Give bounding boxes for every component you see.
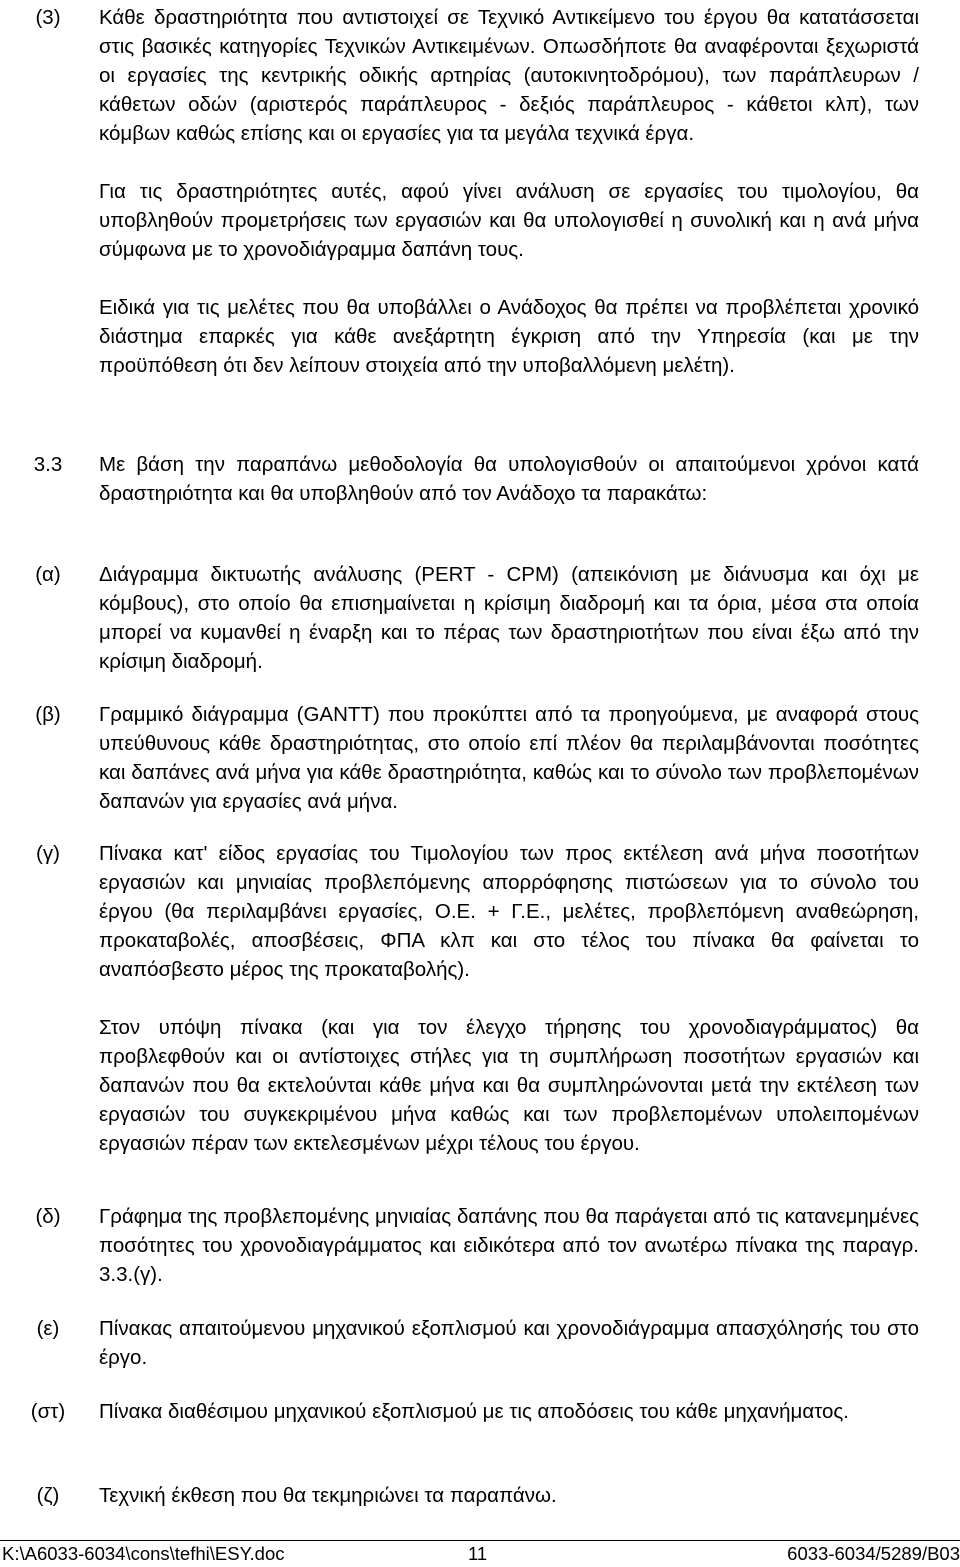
paragraph: Γραμμικό διάγραμμα (GANTT) που προκύπτει από τα προηγούμενα, με αναφορά στους υπεύθυνους κάθε δραστηριότητας, στο οποίο επί πλέον θα περιλαμβάνονται ποσότητες και δαπάνες ανά μήνα για κάθε δραστηριότητα, καθώς και το σύνολο των προβλεπομένων δαπανών για εργασίες ανά μήνα. [99,703,919,813]
footer-file-path: K:\A6033-6034\cons\tefhi\ESY.doc [2,1543,285,1564]
item-body [99,1481,919,1510]
paragraph: Πίνακα διαθέσιμου μηχανικού εξοπλισμού με τις αποδόσεις του κάθε μηχανήματος. [99,1400,849,1423]
item-label: (δ) [35,1205,61,1228]
paragraph: Τεχνική έκθεση που θα τεκμηριώνει τα παραπάνω. [99,1484,557,1507]
item-body [99,450,919,508]
item-label: (α) [35,563,61,586]
paragraph: Ειδικά για τις μελέτες που θα υποβάλλει ο Ανάδοχος θα πρέπει να προβλέπεται χρονικό διάστημα επαρκές για κάθε ανεξάρτητη έγκριση από την Υπηρεσία (και με την προϋπόθεση ότι δεν λείπουν στοιχεία από την υποβαλλόμενη μελέτη). [99,296,919,377]
item-label: (β) [35,703,61,726]
paragraph: Διάγραμμα δικτυωτής ανάλυσης (PERT - CPM) (απεικόνιση με διάνυσμα και όχι με κόμβους), στο οποίο θα επισημαίνεται η κρίσιμη διαδρομή και τα όρια, μέσα στα οποία μπορεί να κυμανθεί η έναρξη και το πέρας των δραστηριοτήτων που είναι έξω από την κρίσιμη διαδρομή. [99,563,919,673]
item-label: (γ) [36,842,60,865]
paragraph: Κάθε δραστηριότητα που αντιστοιχεί σε Τεχνικό Αντικείμενο του έργου θα κατατάσσεται στις βασικές κατηγορίες Τεχνικών Αντικειμένων. Οπωσδήποτε θα αναφέρονται ξεχωριστά οι εργασίες της κεντρικής οδικής αρτηρίας (αυτοκινητοδρόμου), των παράπλευρων / κάθετων οδών (αριστερός παράπλευρος - δεξιός παράπλευρος - κάθετοι κλπ), των κόμβων καθώς επίσης και οι εργασίες για τα μεγάλα τεχνικά έργα. [99,6,919,145]
item-label: (στ) [30,1400,66,1423]
paragraph: Πίνακα κατ' είδος εργασίας του Τιμολογίου των προς εκτέλεση ανά μήνα ποσοτήτων εργασιών και μηνιαίας προβλεπόμενης απορρόφησης πιστώσεων για το σύνολο του έργου (θα περιλαμβάνει εργασίες, Ο.Ε. + Γ.Ε., μελέτες, προβλεπόμενη αναθεώρηση, προκαταβολές, αποσβέσεις, ΦΠΑ κλπ και στο τέλος του πίνακα θα φαίνεται το αναπόσβεστο μέρος της προκαταβολής). [99,842,919,981]
footer-reference: 6033-6034/5289/B03 [787,1543,960,1564]
item-body [99,839,919,1158]
item-label: (3) [35,6,61,29]
item-body [99,1314,919,1372]
section-number: 3.3 [33,453,63,476]
item-label: (ε) [36,1317,60,1340]
paragraph: Με βάση την παραπάνω μεθοδολογία θα υπολογισθούν οι απαιτούμενοι χρόνοι κατά δραστηριότητα και θα υποβληθούν από τον Ανάδοχο τα παρακάτω: [99,453,919,505]
item-label: (ζ) [36,1484,60,1507]
item-body [99,1397,919,1426]
item-body [99,560,919,676]
item-body [99,3,919,380]
item-body [99,700,919,816]
paragraph: Στον υπόψη πίνακα (και για τον έλεγχο τήρησης του χρονοδιαγράμματος) θα προβλεφθούν και οι αντίστοιχες στήλες για τη συμπλήρωση ποσοτήτων εργασιών και δαπανών που θα εκτελούνται κάθε μήνα και θα συμπληρώνονται μετά την εκτέλεση των εργασιών του συγκεκριμένου μήνα καθώς και των προβλεπομένων υπολειπομένων εργασιών πέραν των εκτελεσμένων μέχρι τέλους του έργου. [99,1016,919,1155]
footer-page-number: 11 [468,1543,488,1564]
paragraph: Γράφημα της προβλεπομένης μηνιαίας δαπάνης που θα παράγεται από τις κατανεμημένες ποσότητες του χρονοδιαγράμματος και ειδικότερα από τον ανωτέρω πίνακα της παραγρ. 3.3.(γ). [99,1205,919,1286]
paragraph: Για τις δραστηριότητες αυτές, αφού γίνει ανάλυση σε εργασίες του τιμολογίου, θα υποβληθούν προμετρήσεις των εργασιών και θα υπολογισθεί η συνολική και η ανά μήνα σύμφωνα με το χρονοδιάγραμμα δαπάνη τους. [99,180,919,261]
page-footer [0,1540,960,1567]
paragraph: Πίνακας απαιτούμενου μηχανικού εξοπλισμού και χρονοδιάγραμμα απασχόλησής του στο έργο. [99,1317,919,1369]
item-body [99,1202,919,1289]
